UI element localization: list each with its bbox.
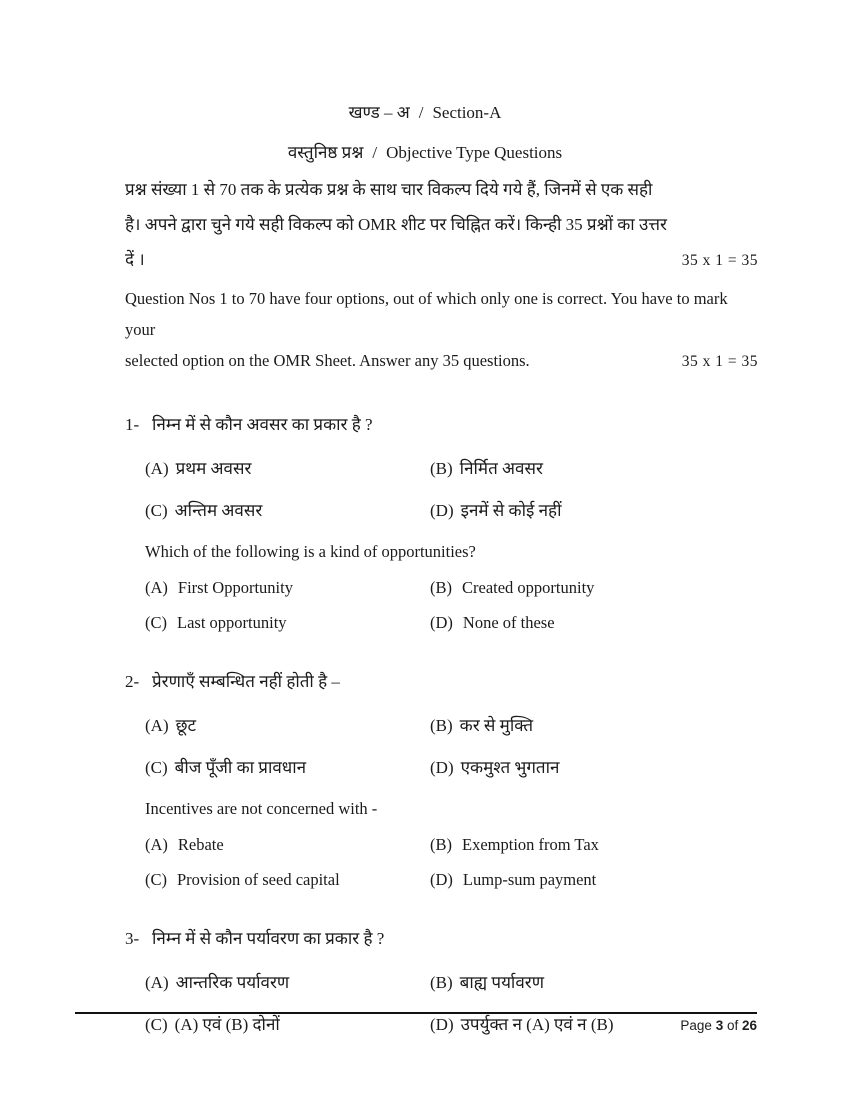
option-d bbox=[430, 499, 758, 522]
question-text-hindi: निम्न में से कौन पर्यावरण का प्रकार है ? bbox=[152, 929, 385, 948]
option-text: Lump-sum payment bbox=[462, 870, 597, 889]
option-d bbox=[430, 869, 758, 891]
option-label: (D) bbox=[430, 758, 454, 777]
heading-separator: / bbox=[418, 103, 424, 122]
option-label: (B) bbox=[430, 835, 452, 854]
option-label: (B) bbox=[430, 578, 452, 597]
option-c bbox=[145, 756, 430, 779]
option-label: (B) bbox=[430, 459, 453, 478]
page-total: 26 bbox=[741, 1018, 757, 1033]
page-footer bbox=[75, 1012, 757, 1033]
option-text: अन्तिम अवसर bbox=[174, 501, 263, 520]
option-a bbox=[145, 577, 430, 599]
option-label: (D) bbox=[430, 1015, 454, 1034]
question-block-2 bbox=[125, 670, 758, 891]
option-text: निर्मित अवसर bbox=[459, 459, 543, 478]
paper-type-heading bbox=[0, 142, 850, 163]
option-text: First Opportunity bbox=[177, 578, 293, 597]
page-label-middle: of bbox=[723, 1018, 742, 1033]
option-a bbox=[145, 834, 430, 856]
option-label: (C) bbox=[145, 613, 167, 632]
option-label: (A) bbox=[145, 835, 168, 854]
instructions-english bbox=[125, 283, 758, 377]
page-number: 3 bbox=[715, 1018, 724, 1033]
footer-rule bbox=[75, 1012, 757, 1014]
option-label: (A) bbox=[145, 578, 168, 597]
marks-formula-english: 35 x 1 = 35 bbox=[681, 353, 758, 370]
instructions-english-line1: Question Nos 1 to 70 have four options, out of which only one is correct. You have to mark your bbox=[125, 289, 728, 339]
option-text: Exemption from Tax bbox=[462, 835, 599, 854]
option-text: प्रथम अवसर bbox=[175, 459, 252, 478]
question-1-hindi bbox=[125, 413, 758, 436]
page-number-indicator bbox=[75, 1018, 757, 1033]
option-label: (C) bbox=[145, 501, 168, 520]
question-text-hindi: प्रेरणाएँ सम्बन्धित नहीं होती है – bbox=[152, 672, 340, 691]
option-label: (C) bbox=[145, 870, 167, 889]
option-text: कर से मुक्ति bbox=[459, 716, 534, 735]
option-text: Created opportunity bbox=[462, 578, 595, 597]
instructions-english-line2: selected option on the OMR Sheet. Answer any 35 questions. bbox=[125, 351, 530, 370]
question-1-english: Which of the following is a kind of opportunities? bbox=[145, 542, 476, 561]
option-label: (C) bbox=[145, 1015, 168, 1034]
instructions-hindi-line1: प्रश्न संख्या 1 से 70 तक के प्रत्येक प्रश्न के साथ चार विकल्प दिये गये हैं, जिनमें से एक सही bbox=[125, 180, 653, 199]
page-content bbox=[0, 172, 850, 1036]
option-label: (A) bbox=[145, 973, 169, 992]
option-label: (B) bbox=[430, 716, 453, 735]
option-text: आन्तरिक पर्यावरण bbox=[175, 973, 290, 992]
paper-type-hindi: वस्तुनिष्ठ प्रश्न bbox=[287, 143, 364, 162]
question-2-english: Incentives are not concerned with - bbox=[145, 799, 378, 818]
option-text: None of these bbox=[462, 613, 555, 632]
question-text-hindi: निम्न में से कौन अवसर का प्रकार है ? bbox=[152, 415, 373, 434]
option-d bbox=[430, 612, 758, 634]
option-text: बीज पूँजी का प्रावधान bbox=[174, 758, 307, 777]
section-title-english: Section-A bbox=[432, 103, 502, 122]
option-c bbox=[145, 869, 430, 891]
heading-separator: / bbox=[372, 143, 378, 162]
section-title-hindi: खण्ड – अ bbox=[348, 103, 410, 122]
option-label: (D) bbox=[430, 501, 454, 520]
option-label: (A) bbox=[145, 716, 169, 735]
option-text: Rebate bbox=[177, 835, 224, 854]
option-text: एकमुश्त भुगतान bbox=[460, 758, 560, 777]
option-d bbox=[430, 756, 758, 779]
option-a bbox=[145, 714, 430, 737]
option-b bbox=[430, 834, 758, 856]
page-label-prefix: Page bbox=[680, 1018, 716, 1033]
option-label: (C) bbox=[145, 758, 168, 777]
option-text: Last opportunity bbox=[177, 613, 287, 632]
instructions-hindi-line2: है। अपने द्वारा चुने गये सही विकल्प को OMR शीट पर चिह्नित करें। किन्ही 35 प्रश्नों का उत्तर bbox=[125, 215, 667, 234]
section-heading bbox=[0, 102, 850, 123]
option-text: Provision of seed capital bbox=[177, 870, 340, 889]
question-1-options-english bbox=[145, 577, 758, 634]
question-block-1 bbox=[125, 413, 758, 634]
question-2-hindi bbox=[125, 670, 758, 693]
option-b bbox=[430, 457, 758, 480]
question-1-options-hindi bbox=[145, 457, 758, 522]
option-label: (B) bbox=[430, 973, 453, 992]
option-b bbox=[430, 971, 758, 994]
option-text: बाह्य पर्यावरण bbox=[459, 973, 545, 992]
option-a bbox=[145, 457, 430, 480]
option-label: (A) bbox=[145, 459, 169, 478]
option-c bbox=[145, 499, 430, 522]
question-number: 1- bbox=[125, 415, 140, 434]
option-text: छूट bbox=[175, 716, 197, 735]
marks-formula-hindi: 35 x 1 = 35 bbox=[681, 252, 758, 269]
paper-type-english: Objective Type Questions bbox=[386, 143, 563, 162]
question-3-hindi bbox=[125, 927, 758, 950]
question-number: 3- bbox=[125, 929, 140, 948]
option-text: इनमें से कोई नहीं bbox=[460, 501, 562, 520]
question-number: 2- bbox=[125, 672, 140, 691]
instructions-hindi bbox=[125, 172, 758, 278]
option-text: उपर्युक्त न (A) एवं न (B) bbox=[460, 1015, 614, 1034]
option-a bbox=[145, 971, 430, 994]
option-label: (D) bbox=[430, 870, 453, 889]
option-text: (A) एवं (B) दोनों bbox=[174, 1015, 280, 1034]
question-2-options-hindi bbox=[145, 714, 758, 779]
instructions-hindi-line3: दें । bbox=[125, 250, 145, 269]
option-c bbox=[145, 612, 430, 634]
option-b bbox=[430, 577, 758, 599]
question-2-options-english bbox=[145, 834, 758, 891]
option-label: (D) bbox=[430, 613, 453, 632]
option-b bbox=[430, 714, 758, 737]
